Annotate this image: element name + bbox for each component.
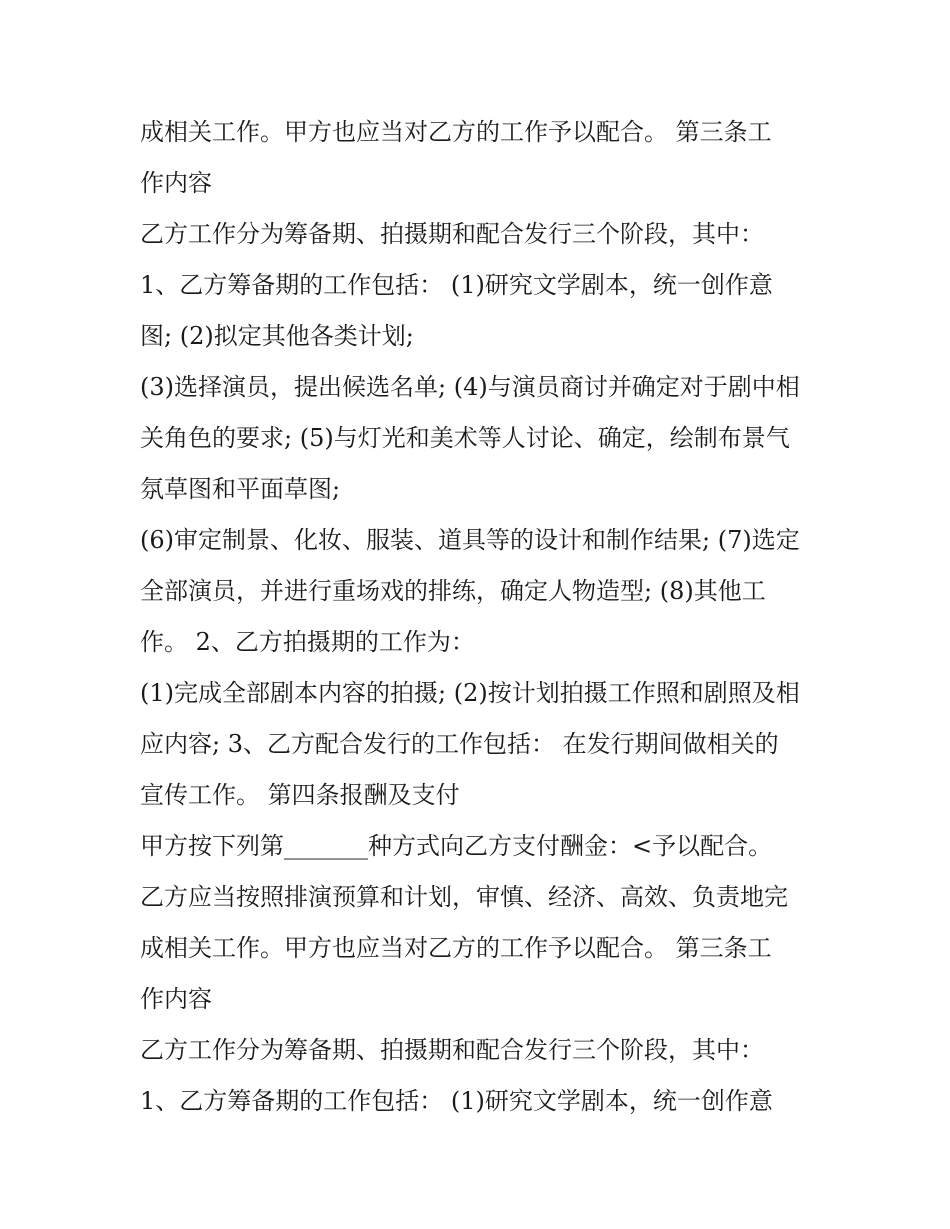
text-line: 1、乙方筹备期的工作包括： (1)研究文学剧本，统一创作意 [140, 271, 773, 299]
text-line: 作内容 [140, 985, 212, 1013]
text-line: 作。 2、乙方拍摄期的工作为： [140, 628, 475, 656]
text-line: 氛草图和平面草图; [140, 475, 341, 503]
text-line: 乙方工作分为筹备期、拍摄期和配合发行三个阶段，其中： [140, 220, 764, 248]
text-line: 宣传工作。 第四条报酬及支付 [140, 781, 460, 809]
text-line: (3)选择演员，提出候选名单; (4)与演员商讨并确定对于剧中相 [140, 373, 800, 401]
text-line: 甲方按下列第_______种方式向乙方支付酬金：<予以配合。 [140, 832, 773, 860]
contract-text [140, 107, 830, 1127]
text-line: 1、乙方筹备期的工作包括： (1)研究文学剧本，统一创作意 [140, 1087, 773, 1115]
text-line: 作内容 [140, 169, 212, 197]
text-line: (1)完成全部剧本内容的拍摄; (2)按计划拍摄工作照和剧照及相 [140, 679, 800, 707]
text-line: 全部演员，并进行重场戏的排练，确定人物造型; (8)其他工 [140, 577, 766, 605]
text-line: 图; (2)拟定其他各类计划; [140, 322, 414, 350]
text-line: 成相关工作。甲方也应当对乙方的工作予以配合。 第三条工 [140, 934, 772, 962]
text-line: (6)审定制景、化妆、服装、道具等的设计和制作结果; (7)选定 [140, 526, 800, 554]
text-line: 应内容; 3、乙方配合发行的工作包括： 在发行期间做相关的 [140, 730, 779, 758]
text-line: 成相关工作。甲方也应当对乙方的工作予以配合。 第三条工 [140, 118, 772, 146]
text-line: 乙方应当按照排演预算和计划，审慎、经济、高效、负责地完 [140, 883, 788, 911]
text-line: 关角色的要求; (5)与灯光和美术等人讨论、确定，绘制布景气 [140, 424, 790, 452]
text-line: 乙方工作分为筹备期、拍摄期和配合发行三个阶段，其中： [140, 1036, 764, 1064]
